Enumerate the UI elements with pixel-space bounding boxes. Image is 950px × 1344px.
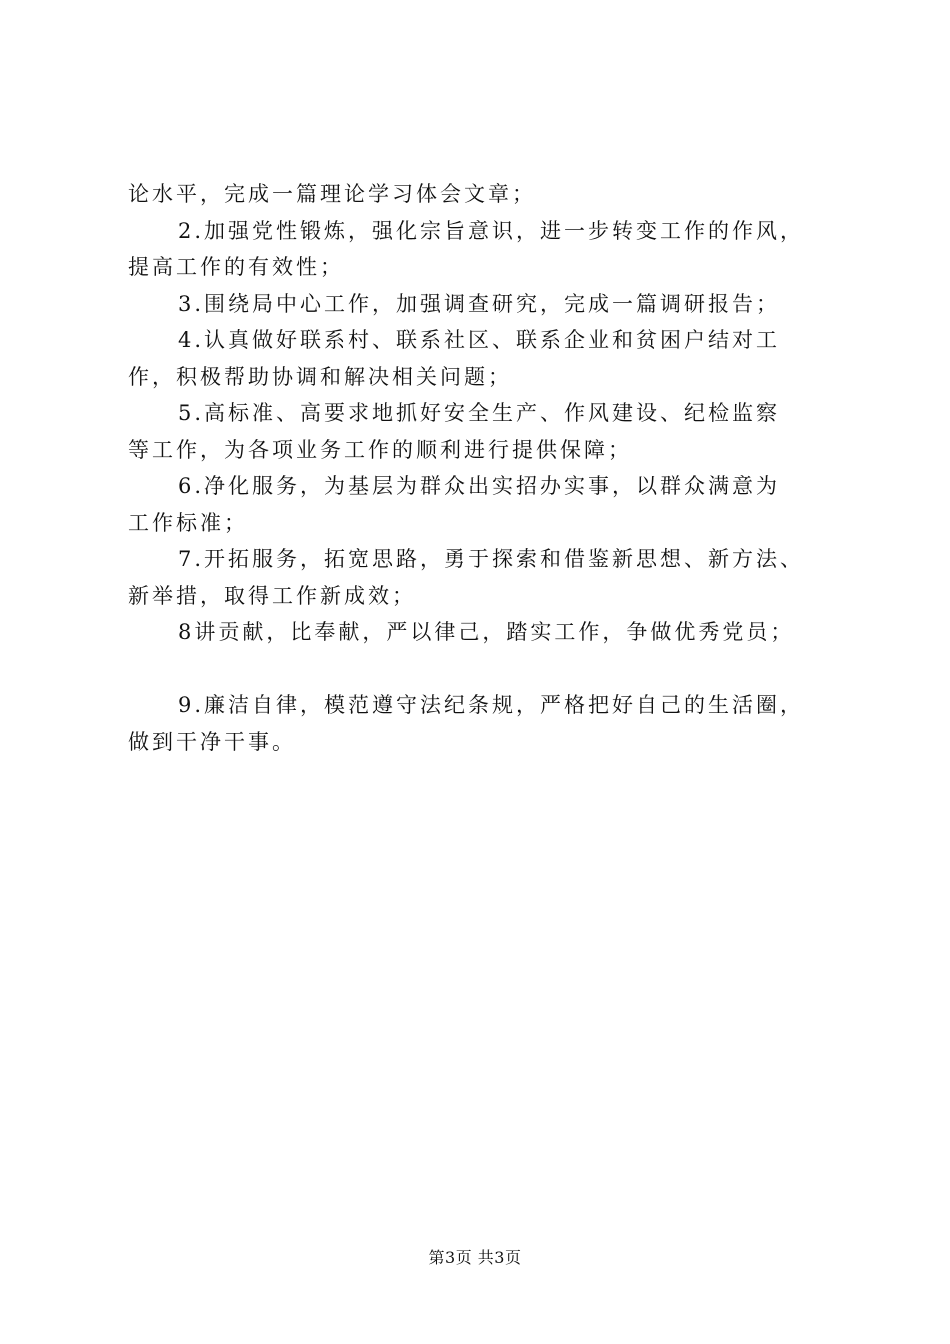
list-item-4-line: 4.认真做好联系村、联系社区、联系企业和贫困户结对工: [178, 328, 781, 352]
list-item-5-line: 5.高标准、高要求地抓好安全生产、作风建设、纪检监察: [178, 401, 781, 425]
text-line: 论水平，完成一篇理论学习体会文章；: [128, 182, 536, 206]
list-item-2-line: 2.加强党性锻炼，强化宗旨意识，进一步转变工作的作风，: [178, 218, 805, 243]
text-line: 等工作，为各项业务工作的顺利进行提供保障；: [128, 437, 632, 462]
list-item-9-line: 9.廉洁自律，模范遵守法纪条规，严格把好自己的生活圈，: [178, 693, 805, 717]
list-item-8-line: 8讲贡献，比奉献，严以律己，踏实工作，争做优秀党员；: [178, 620, 795, 644]
text-line: 新举措，取得工作新成效；: [128, 583, 416, 608]
text-line: 做到干净干事。: [128, 729, 296, 754]
text-line: 作，积极帮助协调和解决相关问题；: [128, 364, 512, 389]
list-item-6-line: 6.净化服务，为基层为群众出实招办实事，以群众满意为: [178, 474, 781, 498]
text-line: 提高工作的有效性；: [128, 255, 344, 279]
paragraph-gap: [128, 651, 848, 688]
page-footer: 第3页 共3页: [428, 1248, 522, 1267]
list-item-3-line: 3.围绕局中心工作，加强调查研究，完成一篇调研报告；: [178, 291, 781, 316]
document-body: [128, 176, 848, 760]
list-item-7-line: 7.开拓服务，拓宽思路，勇于探索和借鉴新思想、新方法、: [178, 547, 805, 571]
text-line: 工作标准；: [128, 510, 248, 535]
